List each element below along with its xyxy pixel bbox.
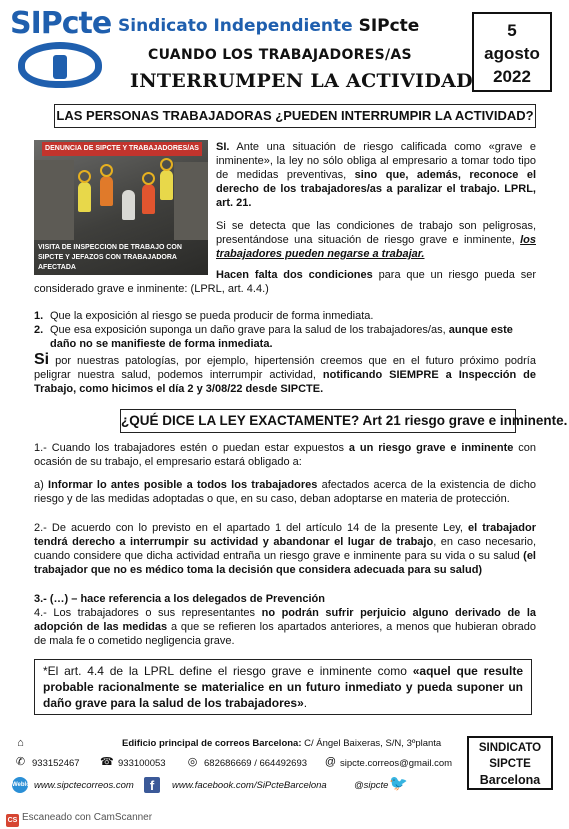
definition-note <box>34 659 532 715</box>
list-text: Que la exposición al riesgo se pueda producir de forma inmediata. <box>50 310 374 322</box>
date-box <box>472 12 552 92</box>
photo-person <box>78 182 91 212</box>
list-item <box>34 323 534 351</box>
photo-banner: DENUNCIA DE SIPCTE Y TRABAJADORES/AS <box>42 142 202 156</box>
law-point-1 <box>34 441 536 469</box>
address-text: C/ Ángel Baixeras, S/N, 3ºplanta <box>301 738 442 749</box>
logo-text: SIPcte <box>10 6 112 41</box>
highlight-ring-icon <box>100 164 113 177</box>
law-text: a que se refieren los apartados anteriores, a menos que hubieran obrado de mala fe o cometido negligencia grave. <box>34 621 536 647</box>
paragraph-pathologies <box>34 353 536 396</box>
law-text: 1.- Cuando los trabajadores estén o puedan estar expuestos <box>34 442 349 454</box>
logo-emblem-icon <box>18 42 102 88</box>
photo-shelf-right <box>174 162 208 240</box>
headline-line1: CUANDO LOS TRABAJADORES/AS <box>148 47 412 63</box>
photo-person <box>100 176 113 206</box>
law-text: 4.- Los trabajadores o sus representantes <box>34 607 262 619</box>
footer-email[interactable]: sipcte.correos@gmail.com <box>340 758 453 769</box>
law-point-3: 3.- (…) – hace referencia a los delegados de Prevención <box>34 593 326 605</box>
note-text: *El art. 4.4 de la LPRL define el riesgo grave e inminente como <box>43 664 413 678</box>
law-text: 2.- De acuerdo con lo previsto en el apartado 1 del artículo 14 de la presente Ley, <box>34 522 468 534</box>
p2-text: Si se detecta que las condiciones de trabajo son peligrosas, presentándose una situación de riesgo grave e inminente, <box>216 220 536 246</box>
law-bold: a un riesgo grave e inminente <box>348 442 514 454</box>
phone-icon: ✆ <box>15 756 26 768</box>
photo-person <box>122 190 135 220</box>
list-num: 2. <box>34 324 44 336</box>
p3-text: para que un riesgo pueda ser considerado grave e inminente: (LPRL, art. 4.4.) <box>34 269 536 295</box>
list-item <box>34 309 534 323</box>
scanner-watermark <box>6 812 152 827</box>
inspection-photo <box>34 140 208 275</box>
photo-person <box>160 170 173 200</box>
paragraph-si <box>216 140 536 210</box>
law-bold: el trabajador tendrá derecho a interrumpir su actividad y abandonar el lugar de trabajo <box>34 522 536 548</box>
union-title-acronym: SIPcte <box>358 16 420 36</box>
badge-line2: SIPCTE <box>489 758 531 770</box>
law-bold: no podrán sufrir perjuicio alguno derivado de la adopción de las medidas <box>34 607 536 633</box>
sipcte-logo <box>10 6 112 92</box>
law-bold: Informar lo antes posible a todos los trabajadores <box>48 479 318 491</box>
badge-line3: Barcelona <box>479 773 541 787</box>
headline-line2: INTERRUMPEN LA ACTIVIDAD <box>130 70 473 92</box>
law-text: con ocasión de su trabajo, el empresario estará obligado a: <box>34 442 536 468</box>
highlight-ring-icon <box>78 170 91 183</box>
p4-bold: notificando SIEMPRE a Inspección de Trabajo, como hicimos el día 2 y 3/08/22 desde SIPCTE. <box>34 369 536 395</box>
scanner-text: Escaneado con CamScanner <box>22 812 153 823</box>
section2-title: ¿QUÉ DICE LA LEY EXACTAMENTE? Art 21 riesgo grave e inminente. <box>120 409 516 433</box>
section1-title: LAS PERSONAS TRABAJADORAS ¿PUEDEN INTERRUMPIR LA ACTIVIDAD? <box>54 104 536 128</box>
twitter-icon[interactable]: 🐦 <box>389 775 408 792</box>
p1-lead: SI. <box>216 141 230 153</box>
paragraph-conditions <box>216 219 536 261</box>
law-bold: (el trabajador que no es médico toma la decisión que considera adecuada para su salud) <box>34 550 536 576</box>
p2-emphasis: los trabajadores pueden negarse a trabajar. <box>216 234 536 260</box>
footer-twitter[interactable]: @sipcte <box>354 780 389 791</box>
badge-line1: SINDICATO <box>478 742 542 754</box>
footer-phone1[interactable]: 933152467 <box>32 758 80 769</box>
photo-shelf-left <box>34 160 74 240</box>
fax-icon: ☎ <box>100 756 114 768</box>
whatsapp-icon: ◎ <box>187 756 198 768</box>
p4-lead: Si <box>34 351 50 368</box>
law-text: a) <box>34 479 49 491</box>
list-bold: aunque este daño no se manifieste de forma inmediata. <box>50 324 513 350</box>
union-badge <box>467 736 553 790</box>
highlight-ring-icon <box>160 158 173 171</box>
footer-whatsapp[interactable]: 682686669 / 664492693 <box>204 758 308 769</box>
address-icon: ⌂ <box>17 737 24 749</box>
weblog-icon[interactable]: Weblog <box>12 777 28 793</box>
photo-person <box>142 184 155 214</box>
footer-facebook[interactable]: www.facebook.com/SiPcteBarcelona <box>172 780 327 791</box>
list-text: Que esa exposición suponga un daño grave para la salud de los trabajadores/as, <box>50 324 449 336</box>
p1-text: Ante una situación de riesgo calificada como «grave e inminente», la ley no sólo obliga al empresario a tomar todo tipo de medidas preventivas, <box>216 141 536 181</box>
law-point-4 <box>34 606 536 648</box>
law-point-a <box>34 478 536 506</box>
p4-text: por nuestras patologías, por ejemplo, hipertensión creemos que en el futuro próximo podría peligrar nuestra salud, podemos interrumpir actividad, <box>34 355 536 381</box>
union-title-main: Sindicato Independiente <box>118 16 359 36</box>
highlight-ring-icon <box>142 172 155 185</box>
footer-web[interactable]: www.sipctecorreos.com <box>34 780 134 791</box>
photo-caption: VISITA DE INSPECCION DE TRABAJO CON SIPCTE Y JEFAZOS CON TRABAJADORA AFECTADA <box>38 244 182 271</box>
note-text: . <box>303 696 308 710</box>
camscanner-icon: CS <box>6 814 19 827</box>
law-text: afectados acerca de la existencia de dicho riesgo y de las medidas adoptadas o que, en su caso, deban adoptarse en materia de protección. <box>34 479 536 505</box>
date-day: 5 <box>507 21 517 40</box>
footer-phone2[interactable]: 933100053 <box>118 758 166 769</box>
p1-bold: sino que, además, reconoce el derecho de los trabajadores/as a paralizar el trabajo. LPRL, art. 21. <box>216 169 536 209</box>
date-year: 2022 <box>493 67 531 86</box>
note-bold: «aquel que resulte probable racionalmente se materialice en un futuro inmediato y pueda suponer un daño grave para la salud de los trabajadores» <box>43 664 524 710</box>
facebook-icon[interactable]: f <box>144 777 160 793</box>
law-text: , en caso necesario, cuando considere que dicha actividad entraña un riesgo grave e inminente para su vida o su salud <box>34 536 536 562</box>
footer-address <box>122 738 441 749</box>
address-label: Edificio principal de correos Barcelona: <box>122 738 302 749</box>
union-title <box>118 16 419 36</box>
conditions-list <box>34 309 534 351</box>
list-num: 1. <box>34 310 44 322</box>
p3-bold: Hacen falta dos condiciones <box>216 269 373 281</box>
paragraph-two-conditions <box>34 268 536 296</box>
law-point-2 <box>34 521 536 577</box>
email-icon: @ <box>324 756 337 768</box>
date-month: agosto <box>484 44 540 63</box>
